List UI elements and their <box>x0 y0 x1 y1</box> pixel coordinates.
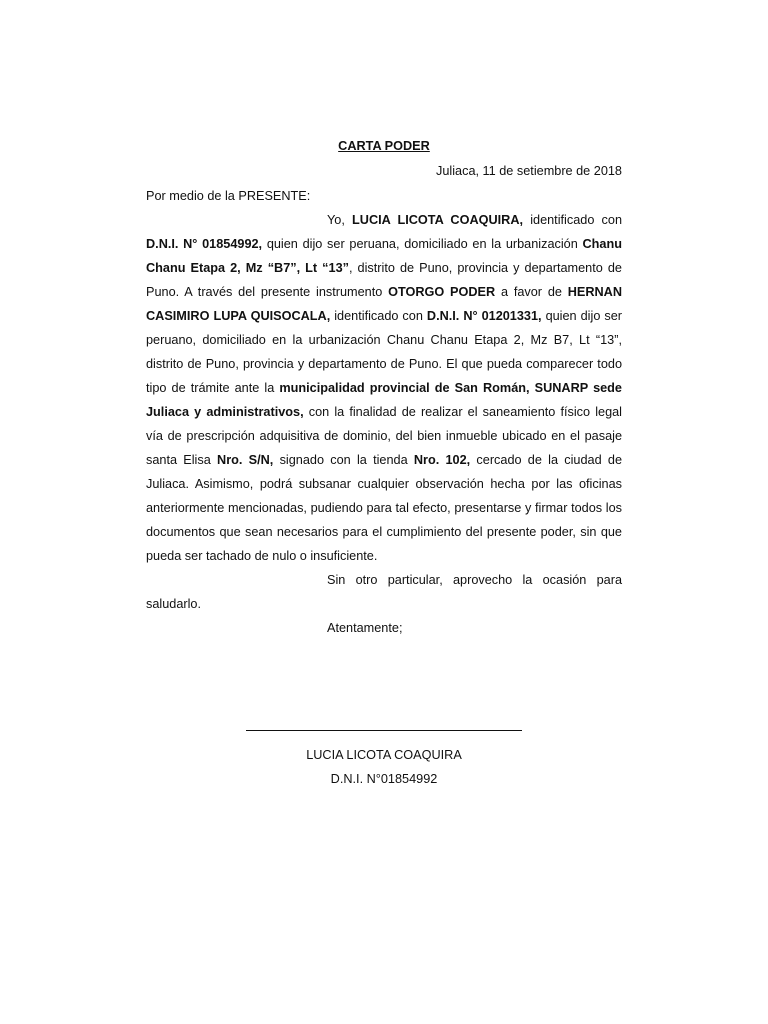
property-location: Nro. S/N, <box>217 453 274 467</box>
property-number: Nro. 102, <box>413 453 471 467</box>
main-paragraph <box>146 208 622 568</box>
text-segment: , distrito de Puno, provincia y departamento de Puno. A través del presente instrumento <box>146 261 622 299</box>
text-segment: Yo, <box>327 213 353 227</box>
document-date: Juliaca, 11 de setiembre de 2018 <box>436 164 622 178</box>
entity-names: municipalidad provincial de San Román, SUNARP sede Juliaca y administrativos, <box>146 381 622 419</box>
text-segment: identificado con <box>523 213 622 227</box>
grant-phrase: OTORGO PODER <box>388 285 496 299</box>
document-title: CARTA PODER <box>338 139 430 153</box>
signer-dni: D.N.I. N°01854992 <box>330 772 438 786</box>
text-segment: a favor de <box>495 285 568 299</box>
signer-name: LUCIA LICOTA COAQUIRA <box>306 748 462 762</box>
closing-phrase: Atentamente; <box>327 621 403 635</box>
letter-body <box>146 134 622 640</box>
text-segment: signado con la tienda <box>273 453 414 467</box>
text-segment: identificado con <box>330 309 427 323</box>
grantor-address: Chanu Chanu Etapa 2, Mz “B7”, Lt “13” <box>146 237 622 275</box>
grantor-name: LUCIA LICOTA COAQUIRA, <box>352 213 524 227</box>
signature-block <box>246 730 522 791</box>
text-segment: quien dijo ser peruano, domiciliado en la urbanización Chanu Chanu Etapa 2, Mz B7, Lt “13”, distrito de Puno, provincia y departamento de Puno. El que pueda comparecer todo tipo de trámite ante la <box>146 309 623 395</box>
text-segment: con la finalidad de realizar el saneamiento físico legal vía de prescripción adquisitiva de dominio, del bien inmueble ubicado en el pasaje santa Elisa <box>146 405 622 467</box>
text-segment: quien dijo ser peruana, domiciliado en la urbanización <box>262 237 583 251</box>
greeting: Por medio de la PRESENTE: <box>146 189 311 203</box>
signature-line <box>246 730 522 731</box>
grantor-dni: D.N.I. N° 01854992, <box>146 237 263 251</box>
attorney-name: HERNAN CASIMIRO LUPA QUISOCALA, <box>146 285 623 323</box>
text-segment: cercado de la ciudad de Juliaca. Asimismo, podrá subsanar cualquier observación hecha por las oficinas anteriormente mencionadas, pudiendo para tal efecto, presentarse y firmar todos los documentos que sean necesarios para el cumplimiento del presente poder, sin que pueda ser tachado de nulo o insuficiente. <box>146 453 623 563</box>
farewell-paragraph: Sin otro particular, aprovecho la ocasión para saludarlo. <box>146 573 622 611</box>
attorney-dni: D.N.I. N° 01201331, <box>426 309 542 323</box>
